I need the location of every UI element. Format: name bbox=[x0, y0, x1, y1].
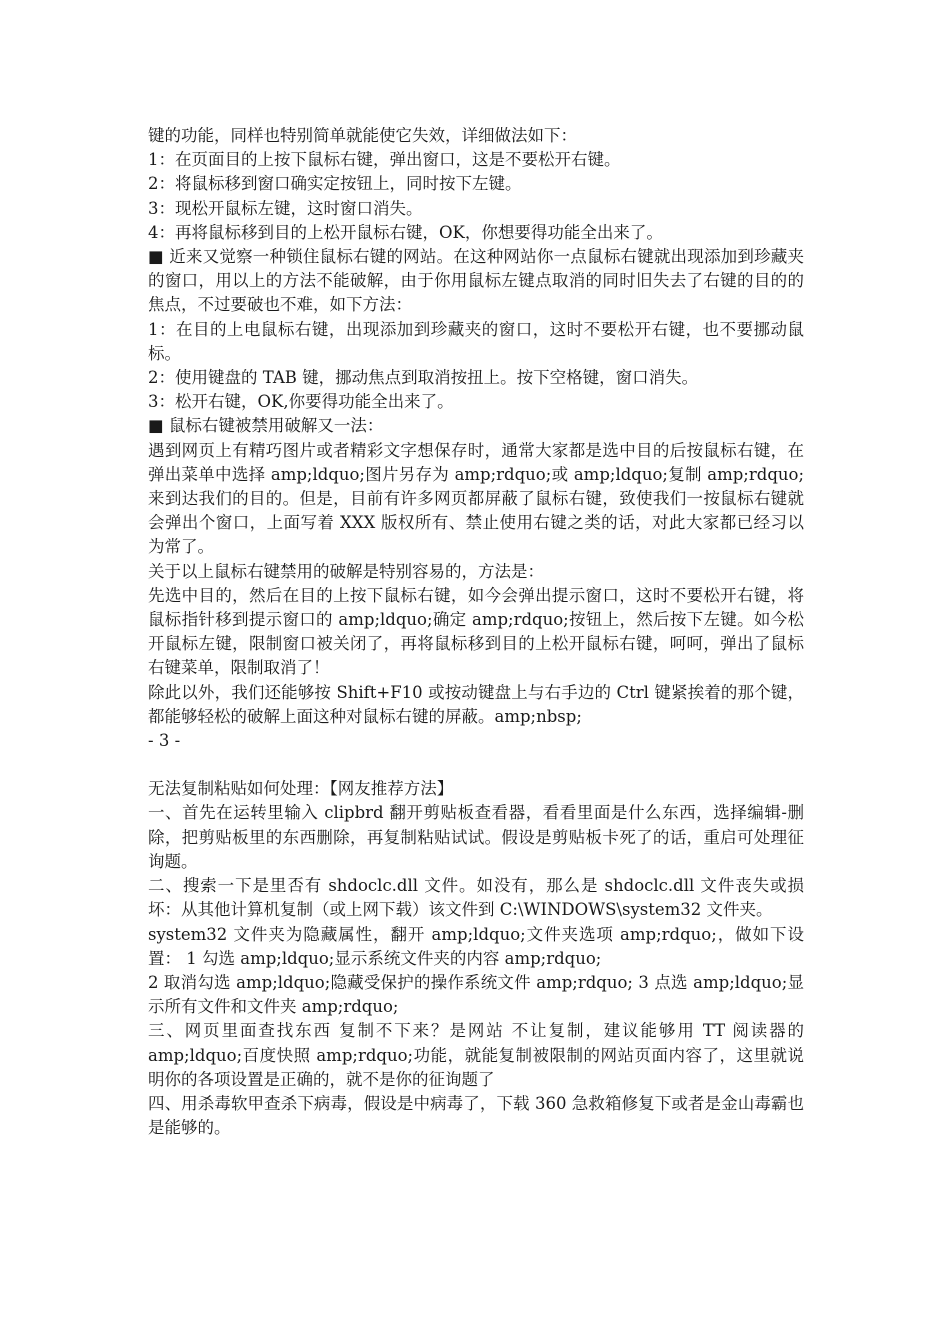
paragraph: 除此以外，我们还能够按 Shift+F10 或按动键盘上与右手边的 Ctrl 键紧挨着的那个键，都能够轻松的破解上面这种对鼠标右键的屏蔽。amp;nbsp; bbox=[148, 682, 804, 726]
section-copy-paste-fix bbox=[148, 777, 804, 1140]
paragraph: 2：使用键盘的 TAB 键，挪动焦点到取消按扭上。按下空格键，窗口消失。 bbox=[148, 368, 699, 388]
paragraph: 3：松开右键，OK,你要得功能全出来了。 bbox=[148, 392, 454, 412]
document-body bbox=[148, 124, 804, 1140]
paragraph: 1：在页面目的上按下鼠标右键，弹出窗口，这是不要松开右键。 bbox=[148, 150, 621, 170]
paragraph: system32 文件夹为隐藏属性，翻开 amp;ldquo;文件夹选项 amp;rdquo;，做如下设置： 1 勾选 amp;ldquo;显示系统文件夹的内容 amp;rdquo; bbox=[148, 924, 804, 968]
paragraph: 遇到网页上有精巧图片或者精彩文字想保存时，通常大家都是选中目的后按鼠标右键，在弹出菜单中选择 amp;ldquo;图片另存为 amp;rdquo;或 amp;ldquo;复制 amp;rdquo;来到达我们的目的。但是，目前有许多网页都屏蔽了鼠标右键，致使我们一按鼠标右键就会弹出个窗口，上面写着 XXX 版权所有、禁止使用右键之类的话，对此大家都已经习以为常了。 bbox=[148, 440, 804, 557]
paragraph: ■ 近来又觉察一种锁住鼠标右键的网站。在这种网站你一点鼠标右键就出现添加到珍藏夹的窗口，用以上的方法不能破解，由于你用鼠标左键点取消的同时旧失去了右键的目的的焦点，不过要破也不难，如下方法： bbox=[148, 247, 804, 315]
paragraph: 2 取消勾选 amp;ldquo;隐藏受保护的操作系统文件 amp;rdquo; 3 点选 amp;ldquo;显示所有文件和文件夹 amp;rdquo; bbox=[148, 972, 804, 1017]
section-right-click-tips bbox=[148, 124, 804, 753]
section-heading: 无法复制粘贴如何处理：【网友推荐方法】 bbox=[148, 779, 454, 799]
paragraph: 一、首先在运转里输入 clipbrd 翻开剪贴板查看器，看看里面是什么东西，选择编辑-删除，把剪贴板里的东西删除，再复制粘贴试试。假设是剪贴板卡死了的话，重启可处理征询题。 bbox=[148, 803, 804, 871]
paragraph: 4：再将鼠标移到目的上松开鼠标右键，OK，你想要得功能全出来了。 bbox=[148, 222, 663, 242]
paragraph: 四、用杀毒软甲查杀下病毒，假设是中病毒了，下载 360 急救箱修复下或者是金山毒霸也是能够的。 bbox=[148, 1093, 804, 1138]
paragraph: 键的功能，同样也特别简单就能使它失效，详细做法如下： bbox=[148, 126, 577, 145]
paragraph: 关于以上鼠标右键禁用的破解是特别容易的，方法是： bbox=[148, 561, 544, 581]
paragraph: 3：现松开鼠标左键，这时窗口消失。 bbox=[148, 198, 423, 218]
paragraph: 先选中目的，然后在目的上按下鼠标右键，如今会弹出提示窗口，这时不要松开右键，将鼠标指针移到提示窗口的 amp;ldquo;确定 amp;rdquo;按钮上，然后按下左键。如今松开鼠标左键，限制窗口被关闭了，再将鼠标移到目的上松开鼠标右键，呵呵，弹出了鼠标右键菜单，限制取消了！ bbox=[148, 585, 804, 678]
paragraph: 1：在目的上电鼠标右键，出现添加到珍藏夹的窗口，这时不要松开右键，也不要挪动鼠标。 bbox=[148, 319, 804, 363]
page-number: - 3 - bbox=[148, 731, 181, 751]
paragraph: 2：将鼠标移到窗口确实定按钮上，同时按下左键。 bbox=[148, 174, 522, 194]
section-gap bbox=[148, 753, 804, 777]
paragraph: ■ 鼠标右键被禁用破解又一法： bbox=[148, 416, 384, 436]
paragraph: 二、搜索一下是里否有 shdoclc.dll 文件。如没有，那么是 shdoclc.dll 文件丧失或损坏：从其他计算机复制（或上网下载）该文件到 C:\WINDOWS\system32 文件夹。 bbox=[148, 876, 804, 920]
paragraph: 三、网页里面查找东西 复制不下来？是网站 不让复制，建议能够用 TT 阅读器的 amp;ldquo;百度快照 amp;rdquo;功能，就能复制被限制的网站页面内容了，这里就说明你的各项设置是正确的，就不是你的征询题了 bbox=[148, 1021, 804, 1089]
